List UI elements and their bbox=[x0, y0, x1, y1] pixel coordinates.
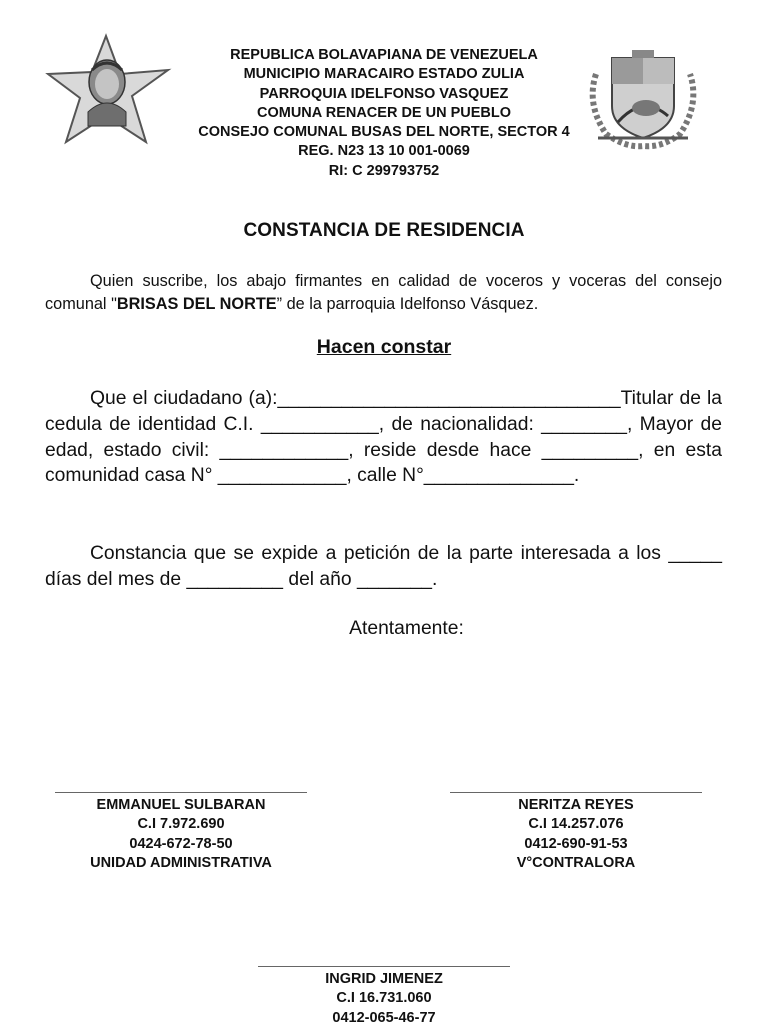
document-title: CONSTANCIA DE RESIDENCIA bbox=[243, 220, 525, 241]
section-subtitle: Hacen constar bbox=[316, 336, 452, 358]
signature-line bbox=[450, 792, 702, 793]
header-line: REPUBLICA BOLAVAPIANA DE VENEZUELA bbox=[230, 47, 538, 63]
signature-block bbox=[258, 966, 510, 1028]
signer-name: NERITZA REYES bbox=[518, 797, 634, 813]
signer-ci: C.I 7.972.690 bbox=[137, 816, 225, 833]
issuance-paragraph: Constancia que se expide a petición de la parte interesada a los _____ días del mes de _________ del año _______. bbox=[45, 543, 722, 590]
intro-paragraph bbox=[45, 270, 722, 316]
signer-phone: 0412-690-91-53 bbox=[524, 835, 628, 852]
institution-header bbox=[150, 46, 618, 181]
signer-phone: 0424-672-78-50 bbox=[129, 835, 233, 852]
signer-ci: C.I 14.257.076 bbox=[528, 816, 624, 833]
signer-role: V°CONTRALORA bbox=[516, 854, 636, 871]
signature-line bbox=[55, 792, 307, 793]
intro-text: Quien suscribe, los abajo firmantes en calidad de voceros y voceras del consejo comunal " bbox=[45, 272, 722, 313]
signer-role: UNIDAD ADMINISTRATIVA bbox=[90, 854, 272, 871]
closing-salutation: Atentamente: bbox=[349, 618, 464, 639]
signature-line bbox=[258, 966, 510, 967]
citizen-details-paragraph: Que el ciudadano (a):________________________________Titular de la cedula de identidad C.I. ___________, de nacionalidad: ________, Mayor de edad, estado civil: ____________, reside desde hace _________, en esta comunidad casa N° ____________, calle N°______________. bbox=[45, 388, 722, 487]
signer-name: EMMANUEL SULBARAN bbox=[96, 797, 266, 813]
intro-text-end: ” de la parroquia Idelfonso Vásquez. bbox=[276, 295, 539, 313]
signer-name: INGRID JIMENEZ bbox=[325, 971, 443, 987]
signer-ci: C.I 16.731.060 bbox=[336, 990, 432, 1007]
header-line: RI: C 299793752 bbox=[328, 162, 440, 179]
header-line: REG. N23 13 10 001-0069 bbox=[298, 143, 470, 160]
header-line: MUNICIPIO MARACAIRO ESTADO ZULIA bbox=[243, 66, 525, 83]
signer-phone: 0412-065-46-77 bbox=[332, 1009, 436, 1026]
header-line: CONSEJO COMUNAL BUSAS DEL NORTE, SECTOR 4 bbox=[198, 124, 570, 141]
header-line: COMUNA RENACER DE UN PUEBLO bbox=[256, 104, 512, 121]
signature-block bbox=[55, 792, 307, 873]
signature-block bbox=[450, 792, 702, 873]
council-name: BRISAS DEL NORTE bbox=[116, 295, 277, 313]
header-line: PARROQUIA IDELFONSO VASQUEZ bbox=[259, 85, 509, 102]
